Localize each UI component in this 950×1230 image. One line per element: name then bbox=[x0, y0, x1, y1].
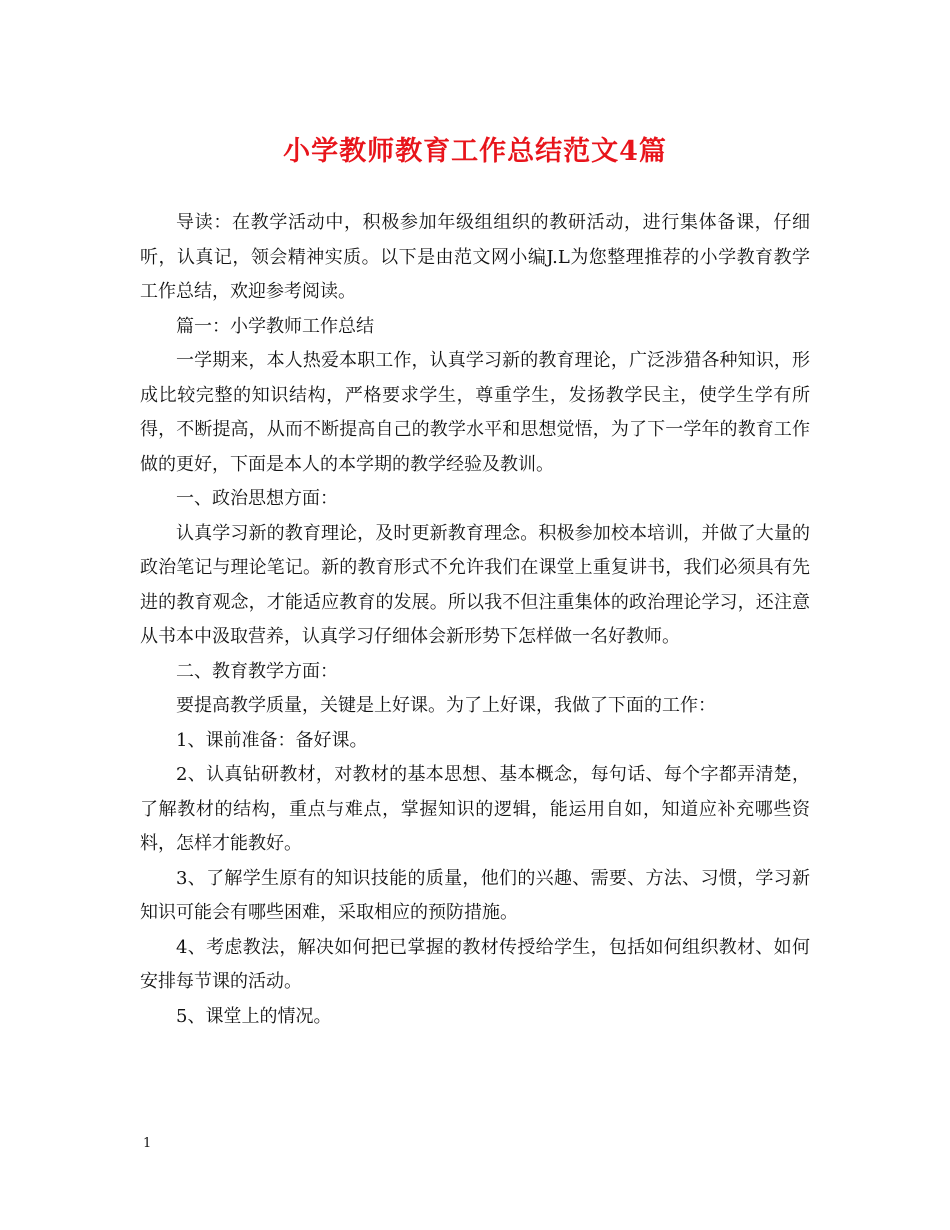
paragraph-intro: 导读：在教学活动中，积极参加年级组组织的教研活动，进行集体备课，仔细听，认真记，领会精神实质。以下是由范文网小编J.L为您整理推荐的小学教育教学工作总结，欢迎参考阅读。 bbox=[140, 212, 810, 302]
paragraph: 一学期来，本人热爱本职工作，认真学习新的教育理论，广泛涉猎各种知识，形成比较完整的知识结构，严格要求学生，尊重学生，发扬教学民主，使学生学有所得，不断提高，从而不断提高自己的教学水平和思想觉悟，为了下一学年的教育工作做的更好，下面是本人的本学期的教学经验及教训。 bbox=[140, 350, 810, 475]
paragraph: 要提高教学质量，关键是上好课。为了上好课，我做了下面的工作： bbox=[176, 695, 716, 716]
list-item: 3、了解学生原有的知识技能的质量，他们的兴趣、需要、方法、习惯，学习新知识可能会有哪些困难，采取相应的预防措施。 bbox=[140, 867, 810, 923]
document-title: 小学教师教育工作总结范文4篇 bbox=[283, 136, 667, 167]
paragraph-subheading: 二、教育教学方面： bbox=[176, 660, 338, 682]
page-number: 1 bbox=[143, 1136, 152, 1151]
list-item: 4、考虑教法，解决如何把已掌握的教材传授给学生，包括如何组织教材、如何安排每节课的活动。 bbox=[140, 936, 810, 992]
paragraph-section-heading: 篇一：小学教师工作总结 bbox=[176, 315, 374, 337]
list-item: 5、课堂上的情况。 bbox=[176, 1005, 332, 1027]
paragraph-subheading: 一、政治思想方面： bbox=[176, 488, 338, 509]
list-item: 2、认真钻研教材，对教材的基本思想、基本概念，每句话、每个字都弄清楚，了解教材的结构，重点与难点，掌握知识的逻辑，能运用自如，知道应补充哪些资料，怎样才能教好。 bbox=[140, 764, 810, 854]
document-body bbox=[140, 206, 810, 1034]
list-item: 1、课前准备：备好课。 bbox=[176, 729, 368, 751]
paragraph: 认真学习新的教育理论，及时更新教育理念。积极参加校本培训，并做了大量的政治笔记与理论笔记。新的教育形式不允许我们在课堂上重复讲书，我们必须具有先进的教育观念，才能适应教育的发展。所以我不但注重集体的政治理论学习，还注意从书本中汲取营养，认真学习仔细体会新形势下怎样做一名好教师。 bbox=[140, 522, 810, 647]
